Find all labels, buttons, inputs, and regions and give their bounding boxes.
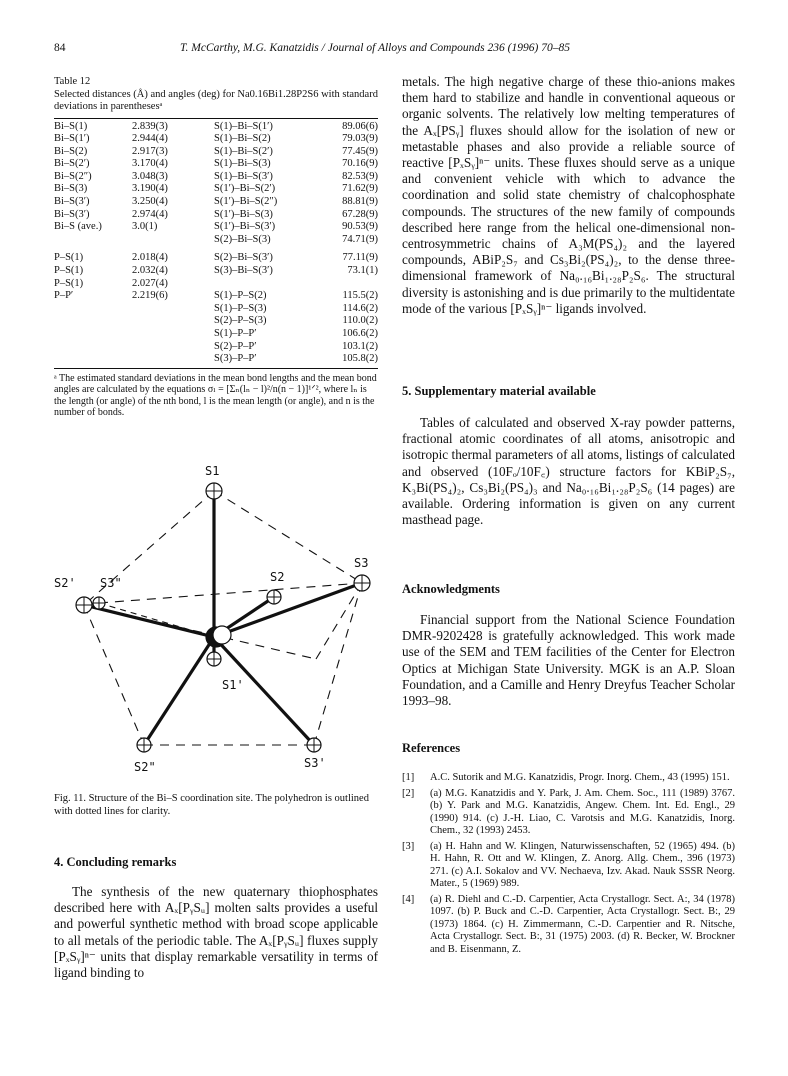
table-cell: S(1)–Bi–S(3′) (214, 170, 273, 182)
table-cell: 2.018(4) (132, 252, 168, 264)
continued-paragraph: metals. The high negative charge of these thio-anions makes them hard to stabilize and handle in conventional aqueous or organic solvents. The relatively low melting temperatures of the Aₓ[PSᵧ] fluxes should allow for the isolation of new or metastable phases and also provide a reliable source of reactive [PₓSᵧ]ⁿ⁻ units. These fluxes should serve as a unique and convenient vehicle with which to advance the coordination and solid state chemistry of chalcophosphate compounds. The structures of the new family of compounds described here range from the helical one-dimensional non-centrosymmetric chains of A₃M(PS₄)₂ and the layered compounds, ABiP₂S₇ and Cs₃Bi₂(PS₄)₂, to the dense three-dimensional framework of Na₀.₁₆Bi₁.₂₈P₂S₆. The structural diversity is astonishing and is due primarily to the multidentate mode of the various [PₓSᵧ]ⁿ⁻ ligands involved. (402, 74, 735, 316)
concluding-paragraph: The synthesis of the new quaternary thiophosphates described here with Aₓ[PᵧSᵤ] molten salts provides a useful and powerful synthetic method with broad scope applicable to all metals of the periodic table. The Aₓ[PᵧSᵤ] fluxes supply [PₓSᵧ]ⁿ⁻ units that display remarkable versatility in terms of ligand binding to (54, 884, 378, 981)
table-cell: S(1′)–Bi–S(2′) (214, 183, 276, 195)
table-cell: 2.839(3) (132, 118, 214, 133)
table-cell: 2.974(4) (132, 208, 168, 220)
table-row (54, 290, 378, 303)
table-cell: P–S(1) (54, 252, 84, 264)
reference-item (402, 788, 735, 838)
table-cell: Bi–S(3′) (54, 196, 90, 208)
table-cell: 3.250(4) (132, 196, 168, 208)
table-row (54, 315, 378, 328)
table-row (54, 146, 378, 159)
table-cell: S(2)–Bi–S(3′) (214, 252, 273, 264)
table-cell: 90.53(9) (342, 221, 378, 233)
table-cell: S(1)–P–P′ (214, 328, 257, 339)
table-cell: S(2)–P–S(3) (214, 315, 267, 327)
reference-text: (a) M.G. Kanatzidis and Y. Park, J. Am. Chem. Soc., 111 (1989) 3767. (b) Y. Park and M.G. Kanatzidis, Angew. Chem. Int. Ed. Engl., 29 (1990) 914. (c) J.-H. Liao, C. Varotsis and M.G. Kanatzidis, Inorg. Chem., 32 (1993) 2453. (430, 787, 735, 836)
atom-circles (76, 483, 370, 752)
polyhedron-diagram (54, 455, 378, 791)
table-row (54, 171, 378, 184)
table-cell: 77.45(9) (342, 145, 378, 157)
references-list (402, 772, 735, 959)
table-cell: 3.0(1) (132, 221, 158, 233)
table-cell: 114.6(2) (342, 302, 378, 314)
table-cell: 70.16(9) (342, 158, 378, 170)
table-cell: 105.8(2) (324, 353, 378, 368)
table-row (54, 353, 378, 368)
table-cell: Bi–S (ave.) (54, 221, 102, 233)
table-cell: S(1)–P–S(3) (214, 302, 267, 314)
table-cell (132, 328, 214, 341)
table-cell: P–S(1) (54, 277, 84, 289)
table-cell (324, 278, 378, 291)
table-cell: S(3)–P–P′ (214, 353, 324, 368)
table-cell (54, 234, 132, 247)
table-cell: 106.6(2) (342, 328, 378, 339)
table-cell: S(2)–Bi–S(3) (214, 233, 271, 245)
reference-item (402, 841, 735, 891)
reference-number: [1] (402, 772, 415, 783)
journal-citation: T. McCarthy, M.G. Kanatzidis / Journal of Alloys and Compounds 236 (1996) 70–85 (180, 42, 570, 54)
page-number: 84 (54, 42, 66, 54)
table-cell: S(1)–Bi–S(1′) (214, 118, 324, 133)
acknowledgments-paragraph: Financial support from the National Science Foundation DMR-9202428 is gratefully acknowledged. This work made use of the SEM and TEM facilities of the Center for Electron Optics at Michigan State University. MGK is an A.P. Sloan Foundation, and a Camille and Henry Dreyfus Teacher Scholar 1993–98. (402, 612, 735, 709)
table-caption: Selected distances (Å) and angles (deg) for Na0.16Bi1.28P2S6 with standard deviations in parenthesesᵃ (54, 88, 378, 112)
table-cell: S(3)–Bi–S(3′) (214, 265, 273, 277)
label-s1p: S1' (222, 678, 244, 692)
table-row (54, 158, 378, 171)
reference-text: A.C. Sutorik and M.G. Kanatzidis, Progr. Inorg. Chem., 43 (1995) 151. (430, 772, 730, 783)
table-cell: 2.917(3) (132, 145, 168, 157)
table-cell: 71.62(9) (342, 183, 378, 195)
label-s3p: S3' (304, 756, 326, 770)
table-row (54, 252, 378, 265)
table-cell: S(1)–Bi–S(2) (214, 133, 271, 145)
table-cell (54, 341, 132, 354)
coordination-figure (54, 455, 378, 796)
table-cell (214, 278, 324, 291)
table-row (54, 118, 378, 133)
reference-number: [4] (402, 893, 415, 905)
figure-caption: Fig. 11. Structure of the Bi–S coordination site. The polyhedron is outlined with dotted lines for clarity. (54, 793, 369, 817)
reference-text: (a) H. Hahn and W. Klingen, Naturwissenschaften, 52 (1965) 494. (b) H. Hahn, R. Ott and W. Klingen, Z. Anorg. Allg. Chem., 396 (1973) 271. (c) A.I. Sokalov and VV. Nechaeva, Izv. Akad. Nauk SSSR Neorg. Mater., 5 (1969) 989. (430, 840, 735, 889)
reference-item (402, 894, 735, 957)
table-cell (132, 353, 214, 368)
table-cell: 79.03(9) (342, 133, 378, 145)
table-cell: Bi–S(1′) (54, 133, 90, 145)
table-row (54, 328, 378, 341)
label-s3: S3 (354, 556, 369, 570)
table-cell: 73.1(1) (347, 265, 378, 277)
table-cell: 2.944(4) (132, 133, 168, 145)
table-row (54, 234, 378, 247)
table-cell: 74.71(9) (342, 233, 378, 245)
table-row (54, 209, 378, 222)
references-heading: References (402, 741, 461, 755)
table-cell: 88.81(9) (342, 196, 378, 208)
table-cell: 3.170(4) (132, 158, 168, 170)
table-row (54, 303, 378, 316)
label-s3pp: S3" (100, 576, 122, 590)
table-cell (132, 303, 214, 316)
table-footnote: ᵃ The estimated standard deviations in the mean bond lengths and the mean bond angles are calculated by the equations σₗ = [Σₙ(lₙ − l)²/n(n − 1)]¹ᐟ², where lₙ is the length (or angle) of the nth bond, l is the mean length (or angle), and n is the number of bonds. (54, 372, 377, 419)
table-cell: 67.28(9) (342, 208, 378, 220)
label-s2pp: S2" (134, 760, 156, 774)
table-row (54, 183, 378, 196)
table-row (54, 221, 378, 234)
table-label: Table 12 (54, 76, 91, 87)
table-cell: Bi–S(2′) (54, 158, 90, 170)
concluding-heading: 4. Concluding remarks (54, 855, 177, 869)
table-cell: S(1′)–Bi–S(3′) (214, 221, 276, 233)
table-cell: 103.1(2) (342, 340, 378, 352)
reference-number: [2] (402, 787, 415, 799)
supplementary-paragraph: Tables of calculated and observed X-ray powder patterns, fractional atomic coordinates of all atoms, anisotropic and isotropic thermal parameters of all atoms, listings of calculated and observed (10Fₒ/10F꜀) structure factors for KBiP₂S₇, K₃Bi(PS₄)₂, Cs₃Bi₂(PS₄)₃ and Na₀.₁₆Bi₁.₂₈P₂S₆ (14 pages) are available. Ordering information is given on any current masthead page. (402, 415, 735, 528)
table-cell: 2.027(4) (132, 277, 168, 289)
table-cell: P–S(1) (54, 265, 84, 277)
table-row (54, 341, 378, 354)
left-column (54, 76, 378, 419)
label-s2: S2 (270, 570, 285, 584)
table-cell: 3.190(4) (132, 183, 168, 195)
polyhedron-edges (84, 491, 362, 745)
acknowledgments-heading: Acknowledgments (402, 582, 500, 596)
table-cell: 2.032(4) (132, 265, 168, 277)
table-cell (54, 315, 132, 328)
atom-crosses (76, 483, 370, 752)
table-cell: Bi–S(2″) (54, 170, 92, 182)
table-cell (54, 328, 132, 341)
table-cell: S(2)–P–P′ (214, 340, 257, 352)
table-row (54, 196, 378, 209)
bi-s-bonds (84, 491, 362, 745)
table-cell: Bi–S(2) (54, 145, 88, 157)
table-cell (132, 234, 214, 247)
table-cell: 77.11(9) (342, 252, 378, 264)
table-cell: S(1)–Bi–S(3) (214, 158, 271, 170)
table-row (54, 278, 378, 291)
table-cell: 2.219(6) (132, 290, 168, 302)
table-cell: Bi–S(3) (54, 183, 88, 195)
label-s1: S1 (205, 464, 220, 478)
table-cell (132, 315, 214, 328)
reference-text: (a) R. Diehl and C.-D. Carpentier, Acta Crystallogr. Sect. A:, 34 (1978) 1097. (b) P. Buck and C.-D. Carpentier, Acta Crystallogr. Sect. B:, 29 (1973) 1864. (c) H. Zimmermann, C.-D. Carpentier and R. Nitsche, Acta Crystallogr. Sect. B:, 31 (1975) 2003. (d) R. Becker, W. Brockner and B. Eisenmann, Z. (430, 893, 735, 955)
table-cell (54, 353, 132, 368)
table-cell (54, 303, 132, 316)
table-cell: 3.048(3) (132, 170, 168, 182)
table-cell (132, 341, 214, 354)
table-cell: 115.5(2) (342, 290, 378, 302)
label-s2p: S2' (54, 576, 76, 590)
table-row (54, 265, 378, 278)
table-cell: 89.06(6) (324, 118, 378, 133)
table-cell: Bi–S(3′) (54, 208, 90, 220)
table-cell: 82.53(9) (342, 170, 378, 182)
table-row (54, 133, 378, 146)
table-cell: S(1)–Bi–S(2′) (214, 145, 273, 157)
supplementary-heading: 5. Supplementary material available (402, 384, 596, 398)
table-cell: S(1)–P–S(2) (214, 290, 267, 302)
reference-number: [3] (402, 840, 415, 852)
table-cell: P–P′ (54, 290, 74, 302)
table-cell: S(1′)–Bi–S(3) (214, 208, 273, 220)
table-cell: Bi–S(1) (54, 118, 132, 133)
table-cell: 110.0(2) (342, 315, 378, 327)
reference-item (402, 772, 735, 785)
table-cell: S(1′)–Bi–S(2″) (214, 196, 278, 208)
distances-angles-table (54, 118, 378, 369)
